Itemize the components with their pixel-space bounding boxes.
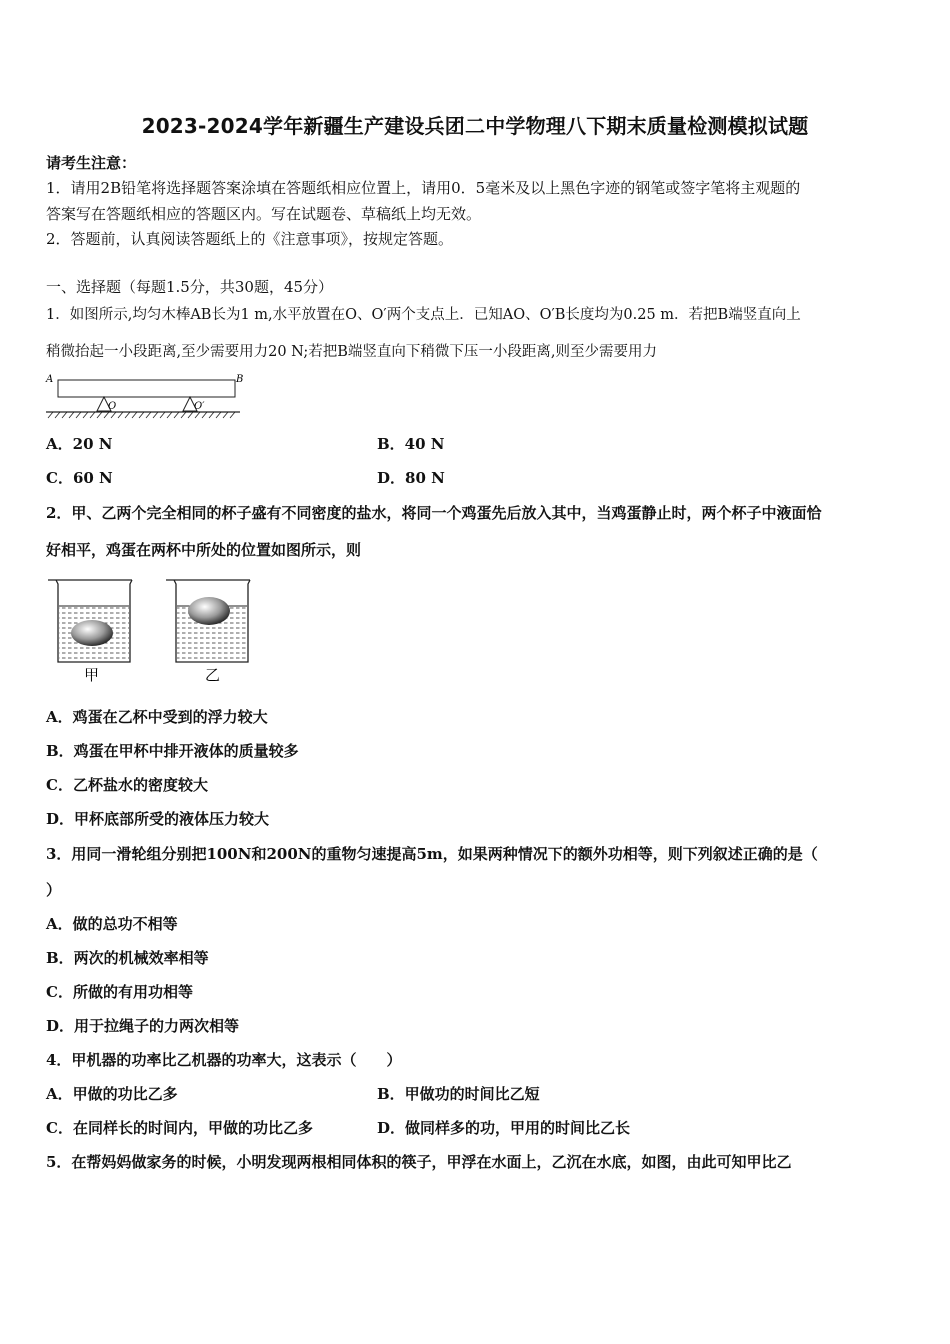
q3-line-1: 3．用同一滑轮组分别把100N和200N的重物匀速提高5m，如果两种情况下的额外功相等，则下列叙述正确的是（ <box>46 845 818 863</box>
q4-option-b[interactable]: B．甲做功的时间比乙短 <box>377 1085 540 1103</box>
wooden-rod <box>58 380 235 397</box>
label-a: A <box>46 374 54 385</box>
label-yi: 乙 <box>205 666 221 684</box>
notice-item-1-line-2: 答案写在答题纸相应的答题区内。写在试题卷、草稿纸上均无效。 <box>46 205 482 223</box>
beakers-figure <box>44 576 254 688</box>
q2-option-d[interactable]: D．甲杯底部所受的液体压力较大 <box>46 810 270 828</box>
q3-option-a[interactable]: A．做的总功不相等 <box>46 915 178 933</box>
q5-line-1: 5．在帮妈妈做家务的时候，小明发现两根相同体积的筷子，甲浮在水面上，乙沉在水底，如图，由此可知甲比乙 <box>46 1153 792 1171</box>
egg-jia <box>71 620 113 646</box>
q2-option-b[interactable]: B．鸡蛋在甲杯中排开液体的质量较多 <box>46 742 299 760</box>
label-o-prime: O′ <box>194 401 205 412</box>
q3-line-2: ） <box>46 881 62 899</box>
ground-hatching <box>48 412 235 418</box>
label-jia: 甲 <box>84 666 100 684</box>
q3-option-d[interactable]: D．用于拉绳子的力两次相等 <box>46 1017 240 1035</box>
beaker-yi <box>166 580 250 662</box>
q2-line-1: 2．甲、乙两个完全相同的杯子盛有不同密度的盐水，将同一个鸡蛋先后放入其中，当鸡蛋静止时，两个杯子中液面恰 <box>46 504 822 522</box>
q2-option-c[interactable]: C．乙杯盐水的密度较大 <box>46 776 208 794</box>
notice-heading: 请考生注意： <box>46 154 137 172</box>
beaker-jia <box>48 580 132 662</box>
q3-option-c[interactable]: C．所做的有用功相等 <box>46 983 193 1001</box>
q2-line-2: 好相平，鸡蛋在两杯中所处的位置如图所示，则 <box>46 541 362 559</box>
q1-line-2: 稍微抬起一小段距离,至少需要用力20 N;若把B端竖直向下稍微下压一小段距离,则至少需要用力 <box>46 344 657 360</box>
q3-option-b[interactable]: B．两次的机械效率相等 <box>46 949 209 967</box>
q4-option-c[interactable]: C．在同样长的时间内，甲做的功比乙多 <box>46 1119 313 1137</box>
notice-item-1-line-1: 1．请用2B铅笔将选择题答案涂填在答题纸相应位置上，请用0．5毫米及以上黑色字迹的钢笔或签字笔将主观题的 <box>46 179 801 197</box>
section-heading: 一、选择题（每题1.5分，共30题，45分） <box>46 278 334 296</box>
egg-yi <box>188 597 230 625</box>
q1-option-b[interactable]: B．40 N <box>377 435 445 453</box>
label-o: O <box>108 401 117 412</box>
notice-item-2: 2．答题前，认真阅读答题纸上的《注意事项》，按规定答题。 <box>46 230 454 248</box>
q1-option-d[interactable]: D．80 N <box>377 469 445 487</box>
q4-option-a[interactable]: A．甲做的功比乙多 <box>46 1085 178 1103</box>
q4-option-d[interactable]: D．做同样多的功，甲用的时间比乙长 <box>377 1119 631 1137</box>
q1-option-c[interactable]: C．60 N <box>46 469 113 487</box>
q2-option-a[interactable]: A．鸡蛋在乙杯中受到的浮力较大 <box>46 708 268 726</box>
label-b: B <box>236 374 244 385</box>
q1-option-a[interactable]: A．20 N <box>46 435 113 453</box>
page-title: 2023-2024学年新疆生产建设兵团二中学物理八下期末质量检测模拟试题 <box>141 114 809 138</box>
q4-line-1: 4．甲机器的功率比乙机器的功率大，这表示（ ） <box>46 1051 402 1069</box>
q1-line-1: 1．如图所示,均匀木棒AB长为1 m,水平放置在O、O′两个支点上．已知AO、O′B长度均为0.25 m．若把B端竖直向上 <box>46 307 801 323</box>
lever-figure <box>44 372 248 424</box>
